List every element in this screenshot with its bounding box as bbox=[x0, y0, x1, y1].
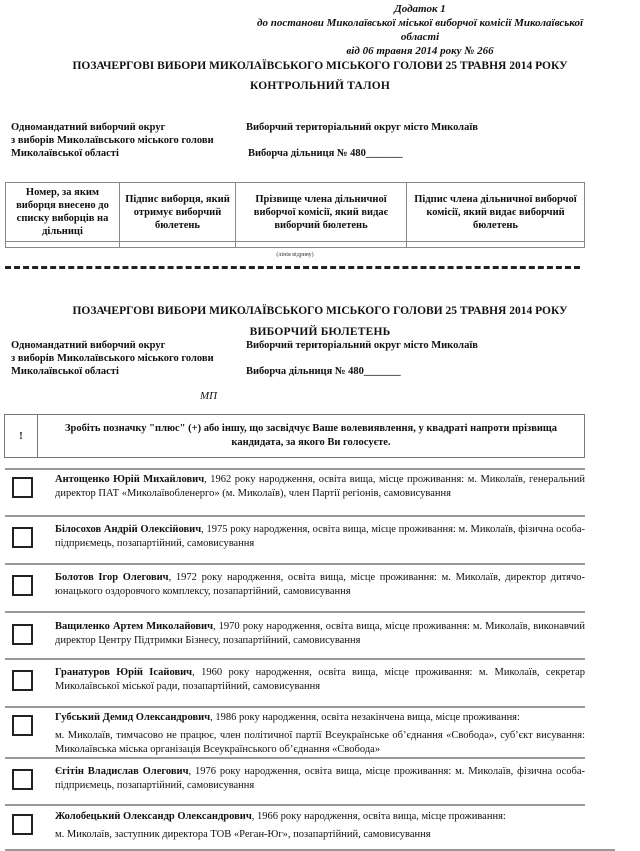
divider bbox=[5, 515, 585, 517]
district-line: з виборів Миколаївського міського голови bbox=[11, 353, 214, 364]
candidate-name: Болотов Ігор Олегович bbox=[55, 572, 169, 583]
candidate-row bbox=[8, 473, 588, 501]
vote-checkbox[interactable] bbox=[12, 715, 33, 736]
candidate-name: Губський Демид Олександрович bbox=[55, 712, 211, 723]
stamp-label: МП bbox=[200, 390, 218, 402]
vote-checkbox[interactable] bbox=[12, 814, 33, 835]
candidate-description: , 1970 року народження, освіта вища, місце проживання: м. Миколаїв, виконавчий директор Центру Підтримки Бізнесу, позапартійний, самовисування bbox=[55, 621, 585, 646]
coupon-subtitle: КОНТРОЛЬНИЙ ТАЛОН bbox=[249, 80, 391, 92]
vote-checkbox[interactable] bbox=[12, 527, 33, 548]
candidate-info bbox=[55, 666, 585, 694]
ballot-subtitle: ВИБОРЧИЙ БЮЛЕТЕНЬ bbox=[249, 326, 391, 338]
tear-line-label: (лінія відриву) bbox=[276, 252, 314, 258]
candidate-description: , 1972 року народження, освіта вища, місце проживання: м. Миколаїв, директор дитячо-юнацького оздоровчого комплексу, позапартійний, самовисування bbox=[55, 572, 585, 597]
commission-member-name-cell[interactable] bbox=[236, 242, 407, 248]
appendix-title: Додаток 1 bbox=[394, 3, 446, 15]
vote-checkbox[interactable] bbox=[12, 769, 33, 790]
vote-checkbox[interactable] bbox=[12, 575, 33, 596]
divider bbox=[5, 611, 585, 613]
candidate-name: Жолобецький Олександр Олександрович bbox=[55, 811, 252, 822]
vote-checkbox[interactable] bbox=[12, 624, 33, 645]
coupon-election-title: ПОЗАЧЕРГОВІ ВИБОРИ МИКОЛАЇВСЬКОГО МІСЬКОГО ГОЛОВИ 25 ТРАВНЯ 2014 РОКУ bbox=[72, 60, 568, 72]
candidate-name: Ващиленко Артем Миколайович bbox=[55, 621, 214, 632]
candidate-description: , 1960 року народження, освіта вища, місце проживання: м. Миколаїв, секретар Миколаївської міської ради, позапартійний, самовисування bbox=[55, 667, 585, 692]
header-commission-member-name: Прізвище члена дільничної виборчої комісії, який видає виборчий бюлетень bbox=[236, 183, 407, 242]
ballot-territorial-district: Виборчий територіальний округ місто Миколаїв bbox=[246, 340, 478, 351]
candidate-info bbox=[55, 620, 585, 648]
appendix-line: до постанови Миколаївської міської виборчої комісії Миколаївської bbox=[257, 17, 583, 29]
coupon-territorial-district: Виборчий територіальний округ місто Миколаїв bbox=[246, 122, 478, 133]
appendix-date: від 06 травня 2014 року № 266 bbox=[346, 45, 494, 57]
candidate-description: , 1966 року народження, освіта вища, місце проживання: bbox=[251, 811, 506, 822]
candidate-info bbox=[55, 711, 585, 757]
divider bbox=[5, 563, 585, 565]
candidate-info bbox=[55, 810, 585, 842]
control-coupon-table bbox=[5, 182, 585, 248]
candidate-info bbox=[55, 523, 585, 551]
candidate-row bbox=[8, 765, 588, 793]
candidate-row bbox=[8, 711, 588, 757]
commission-member-signature-cell[interactable] bbox=[407, 242, 585, 248]
candidate-description: , 1986 року народження, освіта незакінчена вища, місце проживання: bbox=[210, 712, 520, 723]
candidate-description-cont: м. Миколаїв, заступник директора ТОВ «Реган-Юг», позапартійний, самовисування bbox=[55, 829, 431, 840]
vote-checkbox[interactable] bbox=[12, 477, 33, 498]
candidate-name: Антощенко Юрій Михайлович bbox=[55, 474, 205, 485]
divider bbox=[5, 468, 585, 470]
candidate-info bbox=[55, 473, 585, 501]
district-line: Одномандатний виборчий округ bbox=[11, 340, 166, 351]
candidate-row bbox=[8, 523, 588, 551]
ballot-district-left bbox=[11, 339, 214, 378]
district-line: Миколаївської області bbox=[11, 366, 119, 377]
voter-signature-cell[interactable] bbox=[120, 242, 236, 248]
coupon-polling-station: Виборча дільниця № 480_______ bbox=[248, 148, 403, 159]
divider bbox=[5, 706, 585, 708]
voting-instruction-box bbox=[4, 414, 585, 458]
coupon-district-left bbox=[11, 121, 214, 160]
ballot-election-title: ПОЗАЧЕРГОВІ ВИБОРИ МИКОЛАЇВСЬКОГО МІСЬКОГО ГОЛОВИ 25 ТРАВНЯ 2014 РОКУ bbox=[72, 305, 568, 317]
candidate-name: Гранатуров Юрій Ісайович bbox=[55, 667, 193, 678]
candidate-row bbox=[8, 620, 588, 648]
tear-line[interactable] bbox=[5, 266, 580, 269]
candidate-row bbox=[8, 810, 588, 842]
header-voter-number: Номер, за яким виборця внесено до списку виборців на дільниці bbox=[6, 183, 120, 242]
candidate-info bbox=[55, 571, 585, 599]
divider bbox=[5, 804, 585, 806]
header-commission-member-signature: Підпис члена дільничної виборчої комісії, який видає виборчий бюлетень bbox=[407, 183, 585, 242]
candidate-info bbox=[55, 765, 585, 793]
voter-number-cell[interactable] bbox=[6, 242, 120, 248]
appendix-line: області bbox=[400, 31, 440, 43]
exclamation-icon: ! bbox=[5, 415, 38, 457]
candidate-description: , 1975 року народження, освіта вища, місце проживання: м. Миколаїв, фізична особа-підприємець, позапартійний, самовисування bbox=[55, 524, 585, 549]
district-line: Одномандатний виборчий округ bbox=[11, 122, 166, 133]
appendix-header bbox=[200, 2, 640, 58]
divider bbox=[5, 757, 585, 759]
candidate-description: , 1976 року народження, освіта вища, місце проживання: м. Миколаїв, фізична особа-підприємець, позапартійний, самовисування bbox=[55, 766, 585, 791]
voting-instruction-text: Зробіть позначку "плюс" (+) або іншу, що засвідчує Ваше волевиявлення, у квадраті напроти прізвища кандидата, за якого Ви голосуєте. bbox=[64, 423, 558, 448]
candidate-name: Білосохов Андрій Олексійович bbox=[55, 524, 202, 535]
divider bbox=[5, 658, 585, 660]
candidate-description-cont: м. Миколаїв, тимчасово не працює, член політичної партії Всеукраїнське об’єднання «Свобода», суб’єкт висування: Миколаївська міська організація Всеукраїнського об’єднання «Свобода» bbox=[55, 730, 585, 755]
candidate-name: Єгітін Владислав Олегович bbox=[55, 766, 189, 777]
district-line: з виборів Миколаївського міського голови bbox=[11, 135, 214, 146]
vote-checkbox[interactable] bbox=[12, 670, 33, 691]
ballot-polling-station: Виборча дільниця № 480_______ bbox=[246, 366, 401, 377]
district-line: Миколаївської області bbox=[11, 148, 119, 159]
candidate-row bbox=[8, 666, 588, 694]
header-voter-signature: Підпис виборця, який отримує виборчий бюлетень bbox=[120, 183, 236, 242]
candidate-description: , 1962 року народження, освіта вища, місце проживання: м. Миколаїв, генеральний директор ПАТ «Миколаївобленерго» (м. Миколаїв), член Партії регіонів, самовисування bbox=[55, 474, 585, 499]
candidate-row bbox=[8, 571, 588, 599]
